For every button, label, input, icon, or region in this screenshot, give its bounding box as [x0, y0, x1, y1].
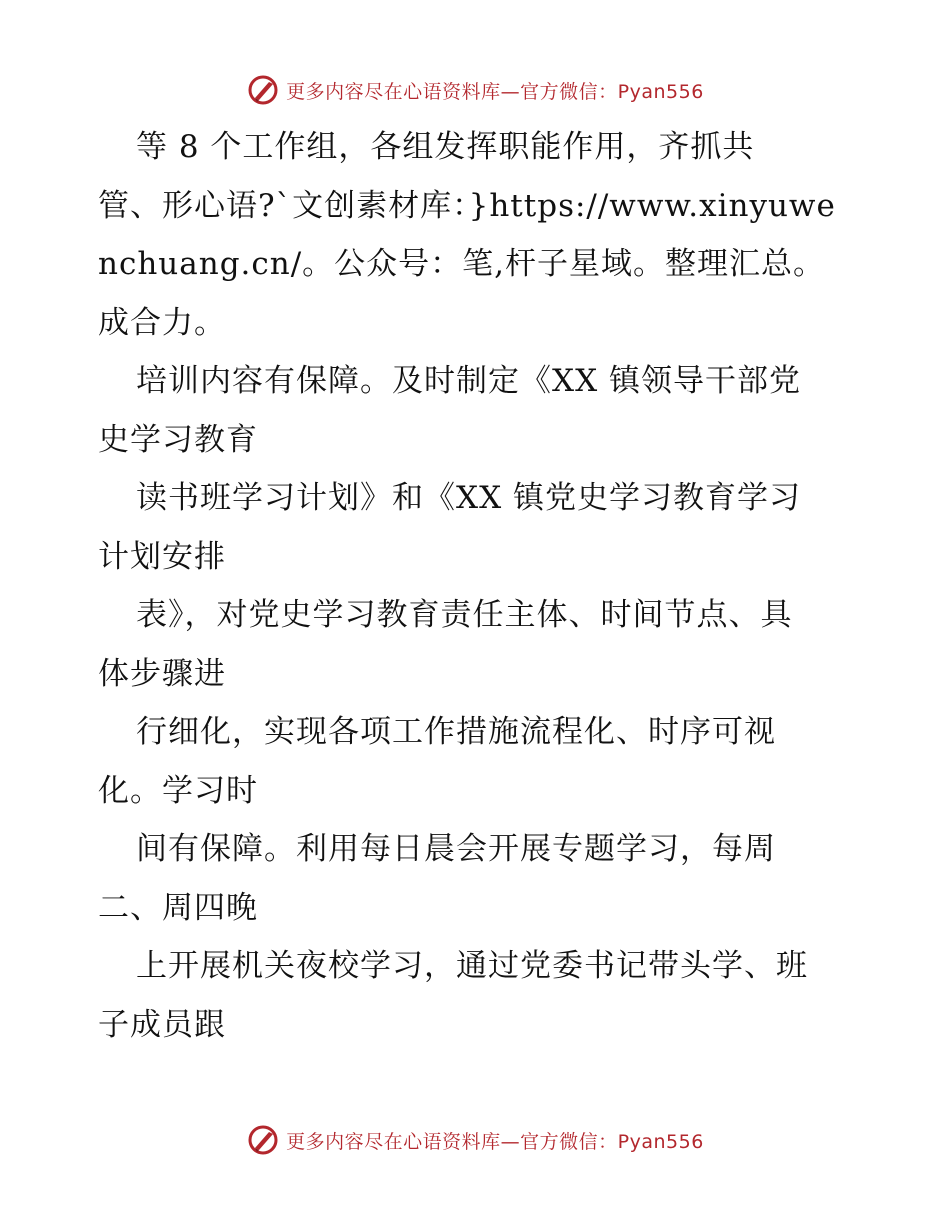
body-line: 读书班学习计划》和《XX 镇党史学习教育学习 — [136, 480, 801, 516]
body-line: 子成员跟 — [98, 1006, 226, 1043]
pen-circle-logo-icon — [246, 73, 280, 107]
body-line: nchuang.cn/。公众号：笔,杆子星域。整理汇总。 — [98, 246, 826, 282]
footer-text: 更多内容尽在心语资料库—官方微信：Pyan556 — [286, 1130, 704, 1153]
header-text: 更多内容尽在心语资料库—官方微信：Pyan556 — [286, 80, 704, 103]
body-line: 表》，对党史学习教育责任主体、时间节点、具 — [136, 597, 793, 633]
body-line: 管、形心语?`文创素材库：}https://www.xinyuwe — [98, 187, 836, 224]
body-line: 培训内容有保障。及时制定《XX 镇领导干部党 — [136, 363, 801, 399]
body-line: 成合力。 — [98, 304, 226, 341]
document-body — [98, 118, 858, 1054]
footer-banner — [0, 1120, 950, 1160]
pen-circle-logo-icon — [246, 1123, 280, 1157]
body-line: 史学习教育 — [98, 421, 258, 458]
body-line: 化。学习时 — [98, 772, 258, 809]
body-line: 间有保障。利用每日晨会开展专题学习，每周 — [136, 831, 776, 867]
body-line: 计划安排 — [98, 538, 226, 575]
body-line: 等 8 个工作组，各组发挥职能作用，齐抓共 — [136, 129, 755, 165]
header-banner — [0, 70, 950, 110]
body-line: 二、周四晚 — [98, 889, 258, 926]
body-line: 体步骤进 — [98, 655, 226, 692]
body-line: 上开展机关夜校学习，通过党委书记带头学、班 — [136, 948, 808, 984]
body-line: 行细化，实现各项工作措施流程化、时序可视 — [136, 714, 776, 750]
